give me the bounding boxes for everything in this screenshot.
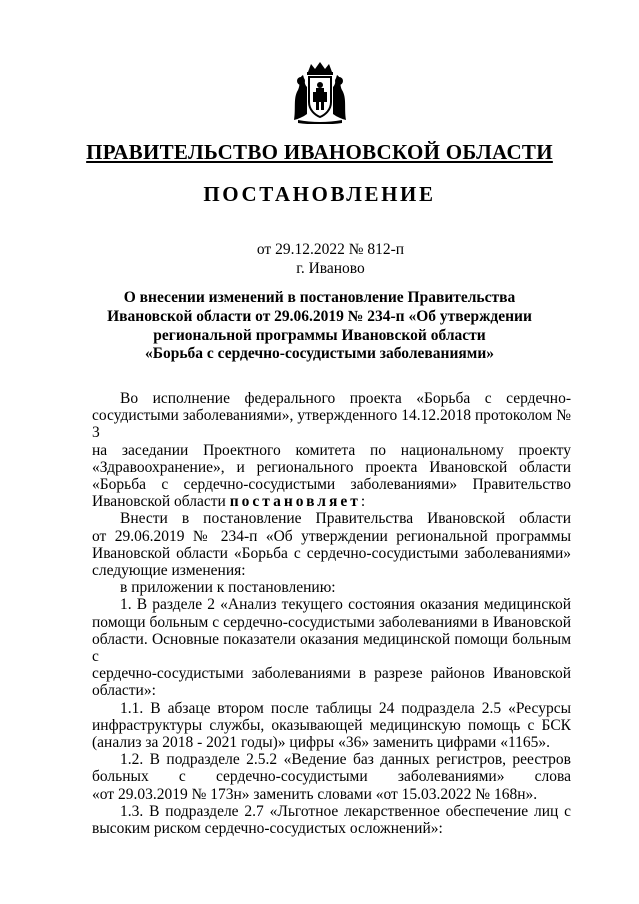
paragraph-item-1-1: [92, 700, 571, 752]
text-line: в приложении к постановлению:: [120, 579, 336, 597]
text-line: «Здравоохранение», и регионального проекта Ивановской области: [92, 458, 571, 476]
document-subject: [100, 289, 539, 364]
paragraph-item-1-2: [92, 751, 571, 803]
resolves-keyword: постановляет: [229, 493, 361, 511]
text-fragment: Ивановской области: [92, 493, 230, 511]
text-line: на заседании Проектного комитета по национальному проекту: [92, 441, 571, 459]
text-line: [92, 493, 571, 510]
text-line: следующие изменения:: [92, 562, 246, 580]
text-line: Во исполнение федерального проекта «Борьба с сердечно-: [120, 390, 571, 407]
text-line: «от 29.03.2019 № 173н» заменить словами «от 15.03.2022 № 168н».: [92, 785, 538, 803]
text-line: высоким риском сердечно-сосудистых осложнений»:: [92, 820, 443, 838]
text-line: (анализ за 2018 - 2021 годы)» цифры «36» заменить цифрами «1165».: [92, 734, 550, 752]
date-and-number: от 29.12.2022 № 812-п: [256, 241, 405, 258]
text-line: Внести в постановление Правительства Ивановской области: [120, 510, 571, 528]
ivanovo-coat-of-arms-icon: [292, 62, 348, 124]
government-name: ПРАВИТЕЛЬСТВО ИВАНОВСКОЙ ОБЛАСТИ: [86, 140, 553, 164]
text-line: от 29.06.2019 № 234-п «Об утверждении региональной программы: [92, 527, 571, 545]
text-line: 1.1. В абзаце втором после таблицы 24 подраздела 2.5 «Ресурсы: [120, 699, 571, 717]
paragraph-item-1-3: [92, 803, 571, 837]
city: г. Иваново: [296, 260, 365, 277]
text-line: сосудистыми заболеваниями», утвержденного 14.12.2018 протоколом № 3: [92, 407, 571, 442]
text-line: области»:: [92, 682, 156, 700]
text-line: 1.2. В подразделе 2.5.2 «Ведение баз данных регистров, реестров: [120, 751, 571, 769]
text-line: «Борьба с сердечно-сосудистыми заболеваниями» Правительство: [92, 476, 571, 494]
document-type: ПОСТАНОВЛЕНИЕ: [203, 182, 436, 206]
document-meta: [0, 240, 639, 278]
paragraph-preamble: [92, 390, 571, 510]
text-line: 1. В разделе 2 «Анализ текущего состояния оказания медицинской: [120, 596, 571, 614]
paragraph-annex: [92, 579, 571, 596]
text-fragment: :: [360, 493, 366, 511]
document-body: [92, 390, 571, 837]
subject-line: Ивановской области от 29.06.2019 № 234-п «Об утверждении: [107, 307, 532, 325]
paragraph-item-1: [92, 596, 571, 699]
subject-line: О внесении изменений в постановление Правительства: [123, 289, 516, 306]
text-line: инфраструктуры службы, оказывающей медицинскую помощь с БСК: [92, 716, 571, 734]
text-line: области. Основные показатели оказания медицинской помощи больным с: [92, 630, 571, 666]
text-line: сердечно-сосудистыми заболеваниями в разрезе районов Ивановской: [92, 665, 571, 683]
text-line: 1.3. В подразделе 2.7 «Льготное лекарственное обеспечение лиц с: [120, 802, 571, 820]
text-line: больных с сердечно-сосудистыми заболеваниями» слова: [92, 768, 571, 786]
subject-line: «Борьба с сердечно-сосудистыми заболеваниями»: [144, 345, 495, 363]
text-line: Ивановской области «Борьба с сердечно-сосудистыми заболеваниями»: [92, 544, 571, 562]
paragraph-amend: [92, 510, 571, 579]
subject-line: региональной программы Ивановской области: [153, 326, 486, 344]
text-line: помощи больным с сердечно-сосудистыми заболеваниями в Ивановской: [92, 613, 571, 631]
